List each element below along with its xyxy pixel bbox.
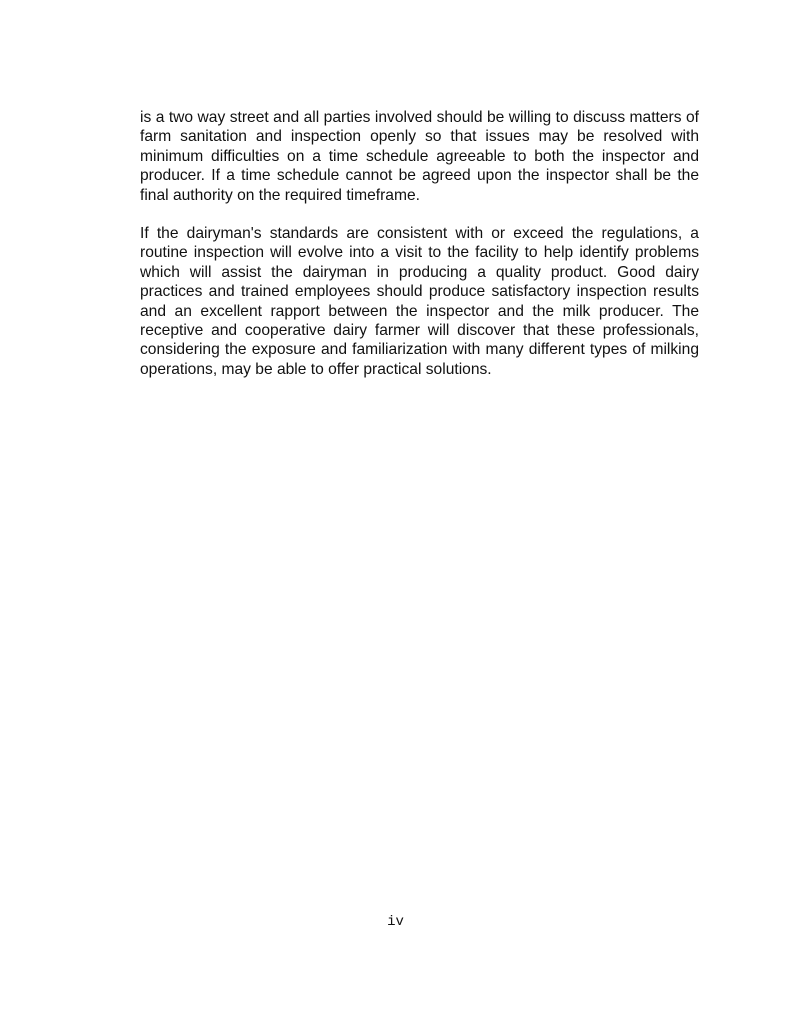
paragraph-1: is a two way street and all parties involved should be willing to discuss matters of farm sanitation and inspection openly so that issues may be resolved with minimum difficulties on a time schedule agreeable to both the inspector and producer. If a time schedule cannot be agreed upon the inspector shall be the final authority on the required timeframe. xyxy=(140,109,699,204)
page-number: iv xyxy=(387,914,404,930)
body-text xyxy=(140,108,699,398)
paragraph-2: If the dairyman's standards are consistent with or exceed the regulations, a routine inspection will evolve into a visit to the facility to help identify problems which will assist the dairyman in producing a quality product. Good dairy practices and trained employees should produce satisfactory inspection results and an excellent rapport between the inspector and the milk producer. The receptive and cooperative dairy farmer will discover that these professionals, considering the exposure and familiarization with many different types of milking operations, may be able to offer practical solutions. xyxy=(140,225,699,378)
